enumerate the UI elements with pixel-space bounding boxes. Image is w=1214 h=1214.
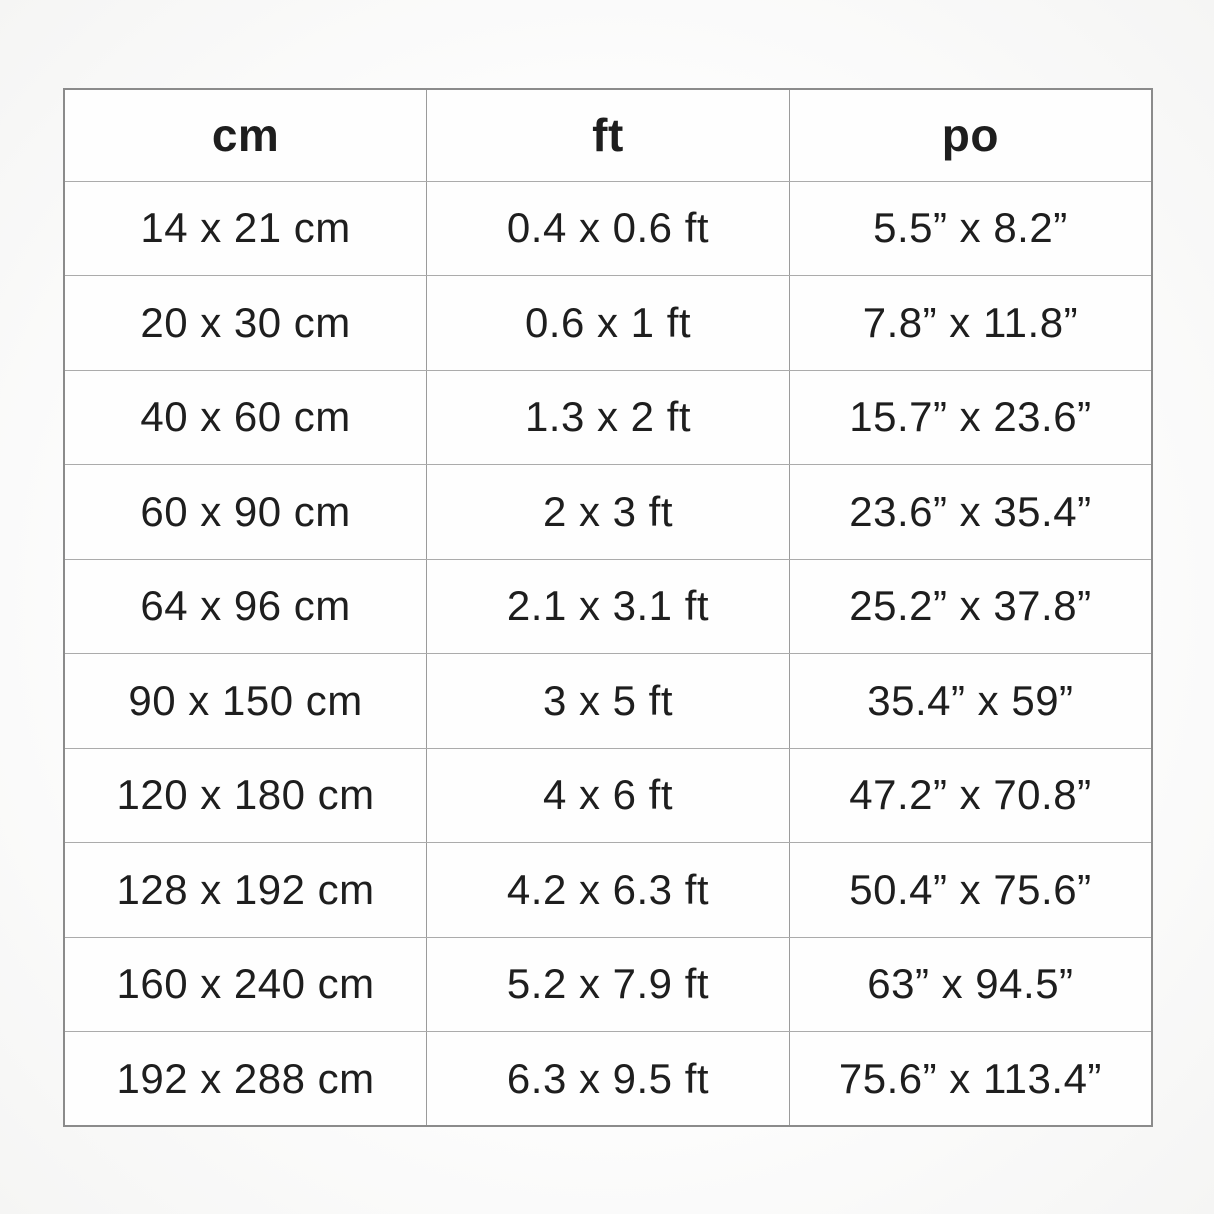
cell-po: 5.5” x 8.2”: [789, 181, 1152, 276]
cell-cm: 64 x 96 cm: [64, 559, 427, 654]
table-row: [64, 276, 1152, 371]
cell-cm: 40 x 60 cm: [64, 370, 427, 465]
cell-cm: 128 x 192 cm: [64, 843, 427, 938]
cell-ft: 4 x 6 ft: [427, 748, 790, 843]
table-row: [64, 465, 1152, 560]
cell-po: 75.6” x 113.4”: [789, 1032, 1152, 1127]
header-row: [64, 89, 1152, 181]
cell-po: 63” x 94.5”: [789, 937, 1152, 1032]
table-row: [64, 370, 1152, 465]
cell-po: 15.7” x 23.6”: [789, 370, 1152, 465]
cell-ft: 1.3 x 2 ft: [427, 370, 790, 465]
table-row: [64, 181, 1152, 276]
table-row: [64, 654, 1152, 749]
cell-ft: 5.2 x 7.9 ft: [427, 937, 790, 1032]
cell-ft: 0.4 x 0.6 ft: [427, 181, 790, 276]
column-header-po: po: [789, 89, 1152, 181]
cell-cm: 90 x 150 cm: [64, 654, 427, 749]
cell-po: 50.4” x 75.6”: [789, 843, 1152, 938]
table-row: [64, 748, 1152, 843]
cell-po: 47.2” x 70.8”: [789, 748, 1152, 843]
cell-ft: 2 x 3 ft: [427, 465, 790, 560]
cell-ft: 0.6 x 1 ft: [427, 276, 790, 371]
cell-cm: 120 x 180 cm: [64, 748, 427, 843]
cell-ft: 4.2 x 6.3 ft: [427, 843, 790, 938]
cell-cm: 20 x 30 cm: [64, 276, 427, 371]
cell-ft: 2.1 x 3.1 ft: [427, 559, 790, 654]
cell-cm: 160 x 240 cm: [64, 937, 427, 1032]
cell-ft: 3 x 5 ft: [427, 654, 790, 749]
cell-po: 35.4” x 59”: [789, 654, 1152, 749]
table-row: [64, 559, 1152, 654]
cell-po: 25.2” x 37.8”: [789, 559, 1152, 654]
column-header-cm: cm: [64, 89, 427, 181]
table-row: [64, 937, 1152, 1032]
cell-cm: 60 x 90 cm: [64, 465, 427, 560]
column-header-ft: ft: [427, 89, 790, 181]
cell-cm: 192 x 288 cm: [64, 1032, 427, 1127]
cell-po: 7.8” x 11.8”: [789, 276, 1152, 371]
cell-cm: 14 x 21 cm: [64, 181, 427, 276]
table-row: [64, 1032, 1152, 1127]
size-conversion-table: [63, 88, 1153, 1127]
cell-po: 23.6” x 35.4”: [789, 465, 1152, 560]
cell-ft: 6.3 x 9.5 ft: [427, 1032, 790, 1127]
table-row: [64, 843, 1152, 938]
